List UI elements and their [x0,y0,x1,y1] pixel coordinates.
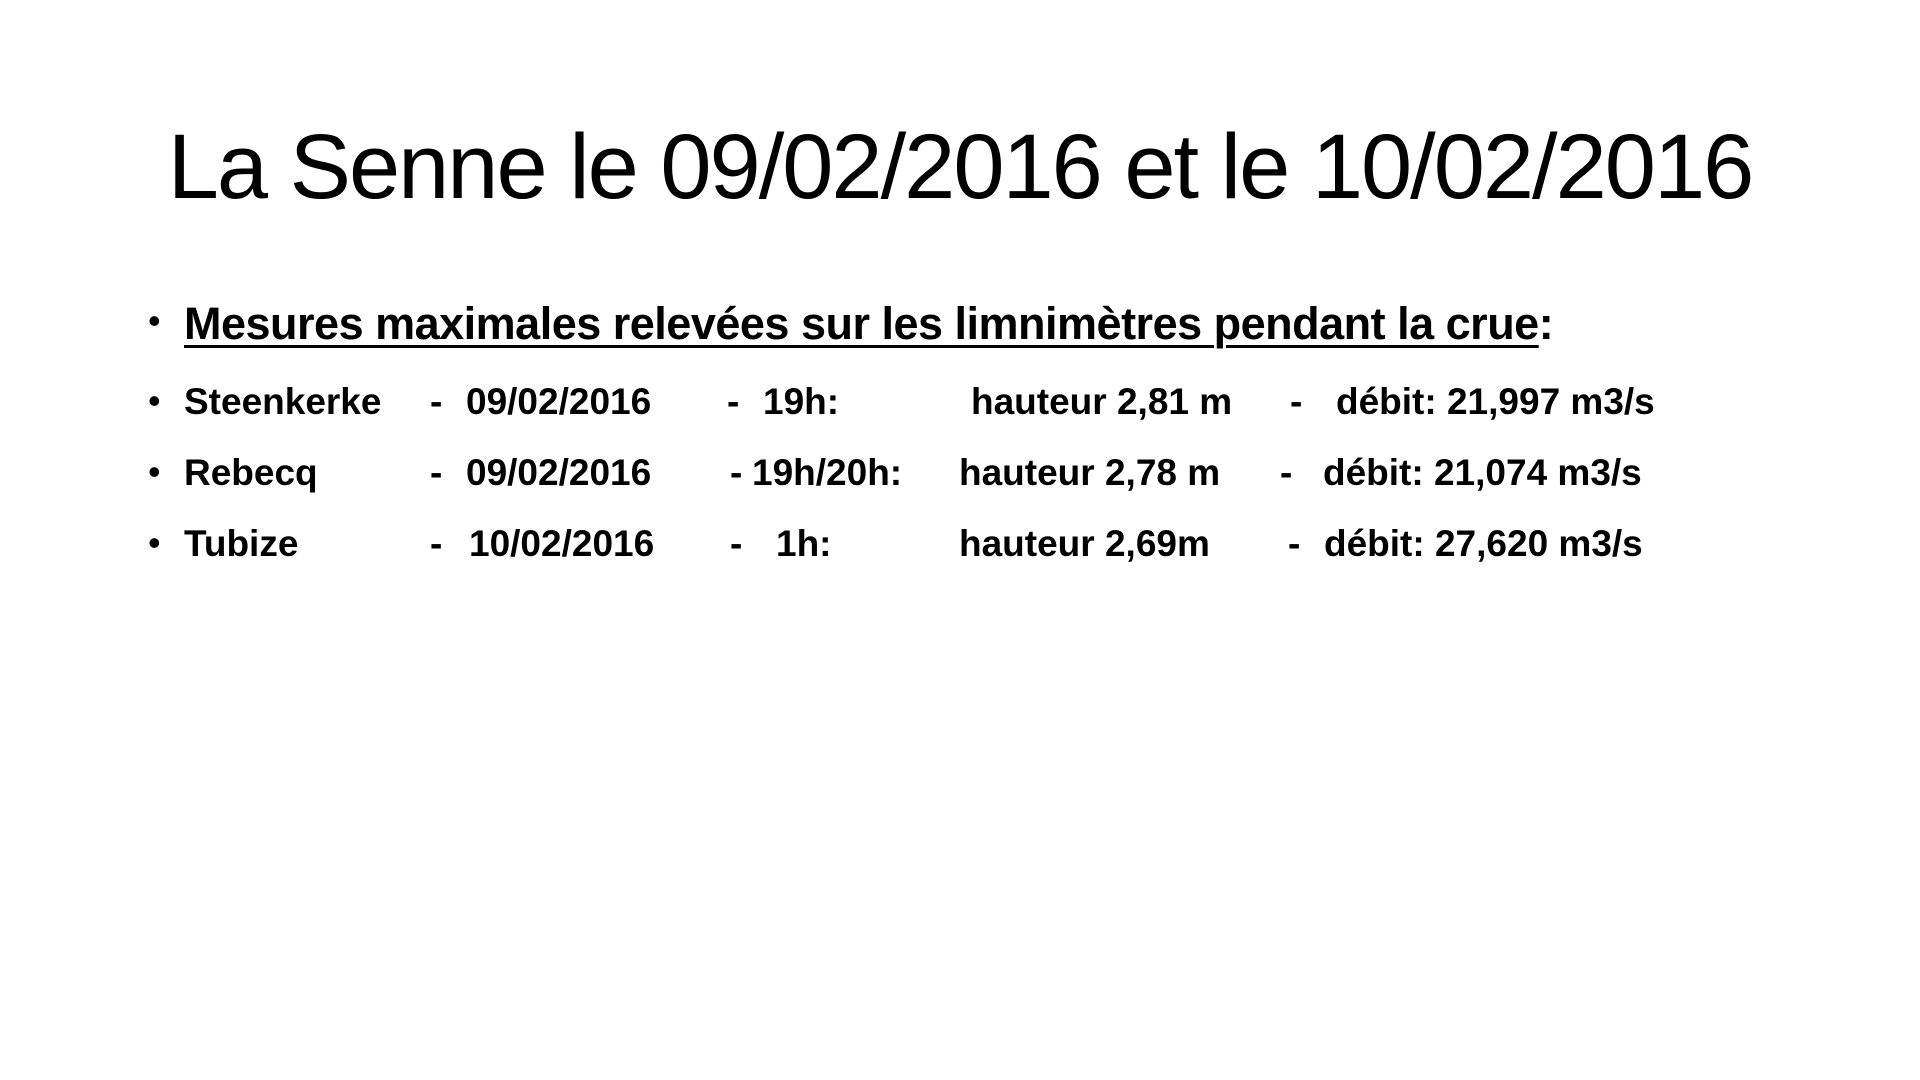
bullet-icon: • [148,451,161,492]
slide-title: La Senne le 09/02/2016 et le 10/02/2016 [167,116,1753,218]
time: 19h: [763,381,840,422]
flow-rate: débit: 21,997 m3/s [1336,381,1655,422]
separator: - [1280,452,1293,493]
separator: - [430,523,443,564]
separator: - [1290,381,1303,422]
section-heading [184,298,1553,350]
separator: - [730,523,743,564]
date: 09/02/2016 [466,381,652,422]
separator: - [430,452,443,493]
flow-rate: débit: 27,620 m3/s [1324,523,1643,564]
station-name: Rebecq [184,452,318,493]
time: 19h/20h: [752,452,903,493]
station-name: Steenkerke [184,381,382,422]
measurement-row-rebecq [0,452,1920,502]
measurement-row-steenkerke [0,381,1920,431]
station-name: Tubize [184,523,299,564]
measurement-row-tubize [0,523,1920,573]
heading-text: Mesures maximales relevées sur les limnimètres pendant la crue [184,298,1539,349]
separator: - [730,452,743,493]
bullet-icon: • [148,522,161,563]
time: 1h: [776,523,832,564]
separator: - [727,381,740,422]
separator: - [430,381,443,422]
water-height: hauteur 2,69m [959,523,1210,564]
flow-rate: débit: 21,074 m3/s [1323,452,1642,493]
water-height: hauteur 2,81 m [971,381,1233,422]
heading-colon: : [1538,298,1554,349]
date: 09/02/2016 [466,452,652,493]
bullet-icon: • [148,380,161,421]
water-height: hauteur 2,78 m [959,452,1221,493]
separator: - [1288,523,1301,564]
bullet-icon: • [148,300,161,341]
date: 10/02/2016 [469,523,655,564]
